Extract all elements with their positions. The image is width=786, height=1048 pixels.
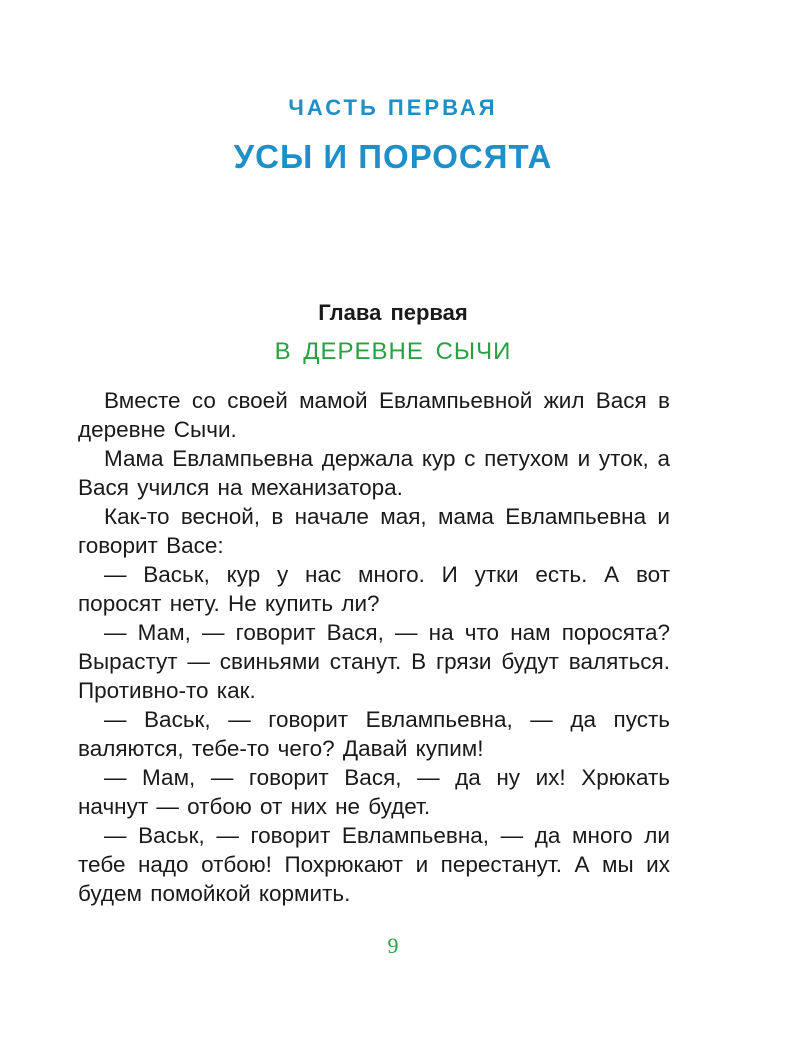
part-title: УСЫ И ПОРОСЯТА — [233, 138, 553, 175]
chapter-label: Глава первая — [318, 300, 468, 325]
paragraph: — Васьк, — говорит Евлампьевна, — да пусть валяются, тебе-то чего? Давай купим! — [78, 707, 670, 761]
chapter-body-text — [78, 386, 670, 908]
page-number: 9 — [387, 933, 399, 958]
paragraph: Мама Евлампьевна держала кур с петухом и уток, а Вася учился на механизатора. — [78, 446, 670, 500]
paragraph: — Мам, — говорит Вася, — на что нам поросята? Вырастут — свиньями станут. В грязи будут валяться. Противно-то как. — [78, 620, 670, 703]
paragraph: Вместе со своей мамой Евлампьевной жил Вася в деревне Сычи. — [78, 388, 670, 442]
part-label: ЧАСТЬ ПЕРВАЯ — [288, 95, 498, 120]
paragraph: — Васьк, — говорит Евлампьевна, — да много ли тебе надо отбою! Похрюкают и перестанут. А мы их будем помойкой кормить. — [78, 823, 670, 906]
paragraph: — Мам, — говорит Вася, — да ну их! Хрюкать начнут — отбою от них не будет. — [78, 765, 670, 819]
chapter-title: В ДЕРЕВНЕ СЫЧИ — [274, 338, 512, 365]
paragraph: Как-то весной, в начале мая, мама Евлампьевна и говорит Васе: — [78, 504, 670, 558]
paragraph: — Васьк, кур у нас много. И утки есть. А вот поросят нету. Не купить ли? — [78, 562, 670, 616]
